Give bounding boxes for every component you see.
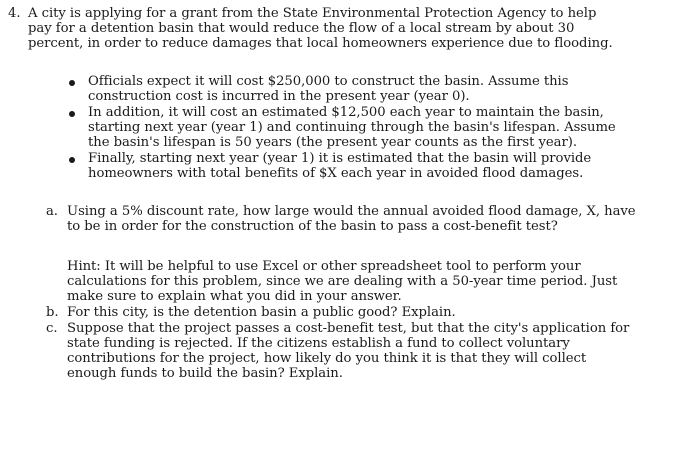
bullet-2-line-1: In addition, it will cost an estimated $12,500 each year to maintain the basin, xyxy=(88,105,604,120)
part-a-label: a. xyxy=(46,204,58,219)
hint-line-2: calculations for this problem, since we are dealing with a 50-year time period. Just xyxy=(67,274,618,289)
part-c-line-4: enough funds to build the basin? Explain. xyxy=(67,366,343,381)
intro-line-2: pay for a detention basin that would reduce the flow of a local stream by about 30 xyxy=(28,21,575,36)
bullet-3-line-1: Finally, starting next year (year 1) it is estimated that the basin will provide xyxy=(88,151,592,166)
question-number: 4. xyxy=(8,6,21,21)
part-b-line-1: For this city, is the detention basin a public good? Explain. xyxy=(67,305,456,320)
bullet-2-line-2: starting next year (year 1) and continuing through the basin's lifespan. Assume xyxy=(88,120,616,135)
bullet-1-line-2: construction cost is incurred in the present year (year 0). xyxy=(88,89,470,104)
part-c-line-3: contributions for the project, how likely do you think it is that they will collect xyxy=(67,351,587,366)
bullet-dot-3 xyxy=(69,157,75,163)
hint-line-1: Hint: It will be helpful to use Excel or other spreadsheet tool to perform your xyxy=(67,259,581,274)
hint-line-3: make sure to explain what you did in your answer. xyxy=(67,289,402,304)
bullet-2-line-3: the basin's lifespan is 50 years (the present year counts as the first year). xyxy=(88,135,577,150)
bullet-3-line-2: homeowners with total benefits of $X each year in avoided flood damages. xyxy=(88,166,584,181)
intro-line-3: percent, in order to reduce damages that local homeowners experience due to flooding. xyxy=(28,36,613,51)
bullet-dot-1 xyxy=(69,80,75,86)
part-a-line-1: Using a 5% discount rate, how large would the annual avoided flood damage, X, have xyxy=(67,204,636,219)
bullet-1-line-1: Officials expect it will cost $250,000 to construct the basin. Assume this xyxy=(88,74,569,89)
part-b-label: b. xyxy=(46,305,59,320)
intro-line-1: A city is applying for a grant from the State Environmental Protection Agency to help xyxy=(28,6,597,21)
part-c-line-1: Suppose that the project passes a cost-benefit test, but that the city's application for xyxy=(67,321,630,336)
part-c-label: c. xyxy=(46,321,58,336)
part-c-line-2: state funding is rejected. If the citizens establish a fund to collect voluntary xyxy=(67,336,570,351)
bullet-dot-2 xyxy=(69,111,75,117)
part-a-line-2: to be in order for the construction of the basin to pass a cost-benefit test? xyxy=(67,219,558,234)
